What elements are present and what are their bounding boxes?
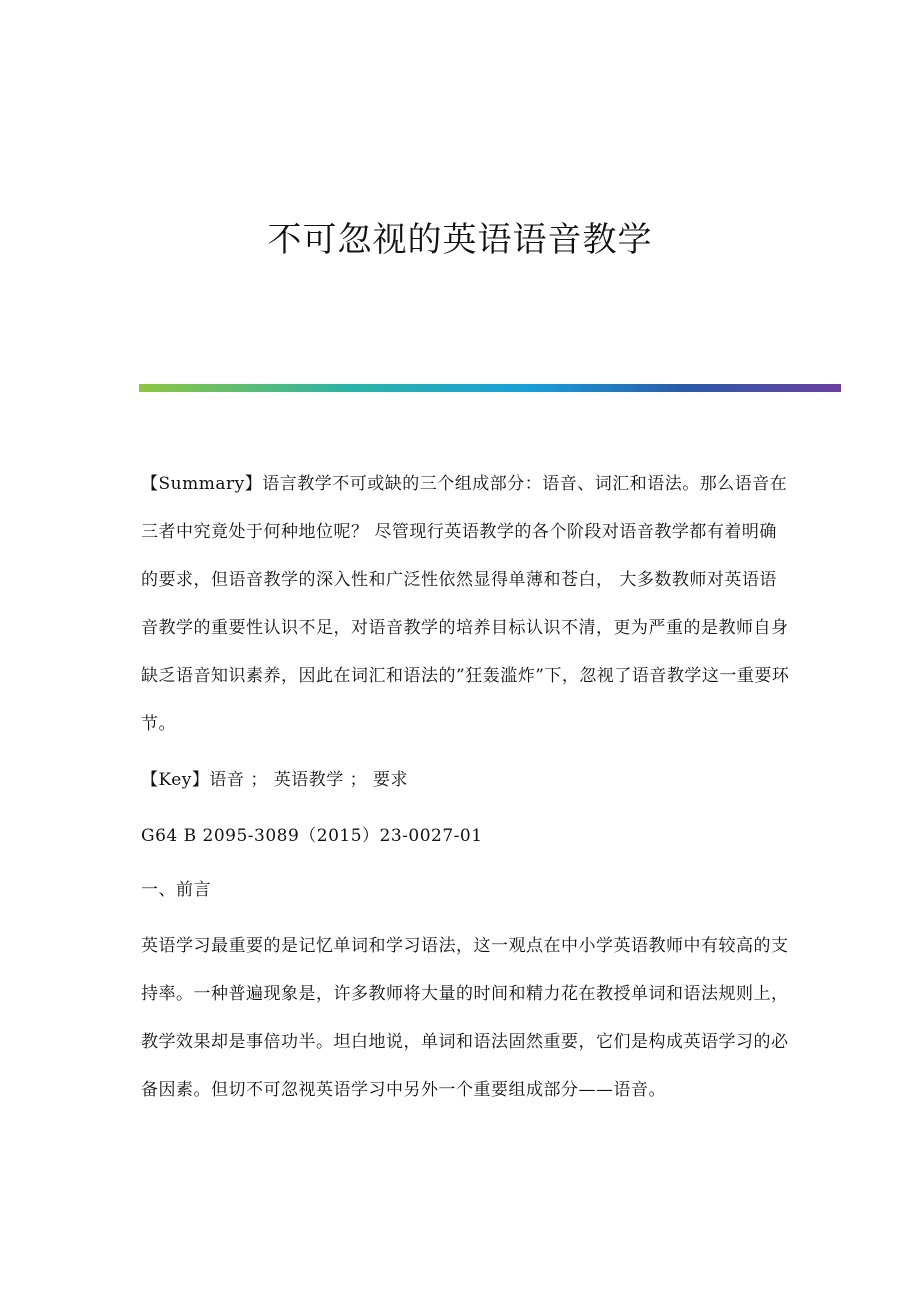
section-heading: 一、前言 bbox=[141, 880, 211, 900]
summary-paragraph bbox=[141, 460, 791, 748]
summary-text: 语言教学不可或缺的三个组成部分：语音、词汇和语法。那么语音在三者中究竟处于何种地位呢？ 尽管现行英语教学的各个阶段对语音教学都有着明确的要求，但语音教学的深入性和广泛性依然显得单薄和苍白， 大多数教师对英语语音教学的重要性认识不足，对语音教学的培养目标认识不清，更为严重的是教师自身缺乏语音知识素养，因此在词汇和语法的”狂轰滥炸”下，忽视了语音教学这一重要环节。 bbox=[141, 474, 790, 734]
summary-label: 【Summary】 bbox=[141, 474, 263, 494]
classification-code: G64 B 2095-3089（2015）23-0027-01 bbox=[141, 826, 483, 846]
document-title: 不可忽视的英语语音教学 bbox=[267, 220, 653, 260]
keywords-line bbox=[141, 756, 791, 804]
keywords-text: 语音 ； 英语教学 ； 要求 bbox=[209, 770, 409, 790]
gradient-divider bbox=[139, 384, 841, 392]
keywords-label: 【Key】 bbox=[141, 770, 210, 790]
body-paragraph: 英语学习最重要的是记忆单词和学习语法，这一观点在中小学英语教师中有较高的支持率。一种普遍现象是，许多教师将大量的时间和精力花在教授单词和语法规则上，教学效果却是事倍功半。坦白地说，单词和语法固然重要，它们是构成英语学习的必备因素。但切不可忽视英语学习中另外一个重要组成部分——语音。 bbox=[141, 936, 789, 1100]
